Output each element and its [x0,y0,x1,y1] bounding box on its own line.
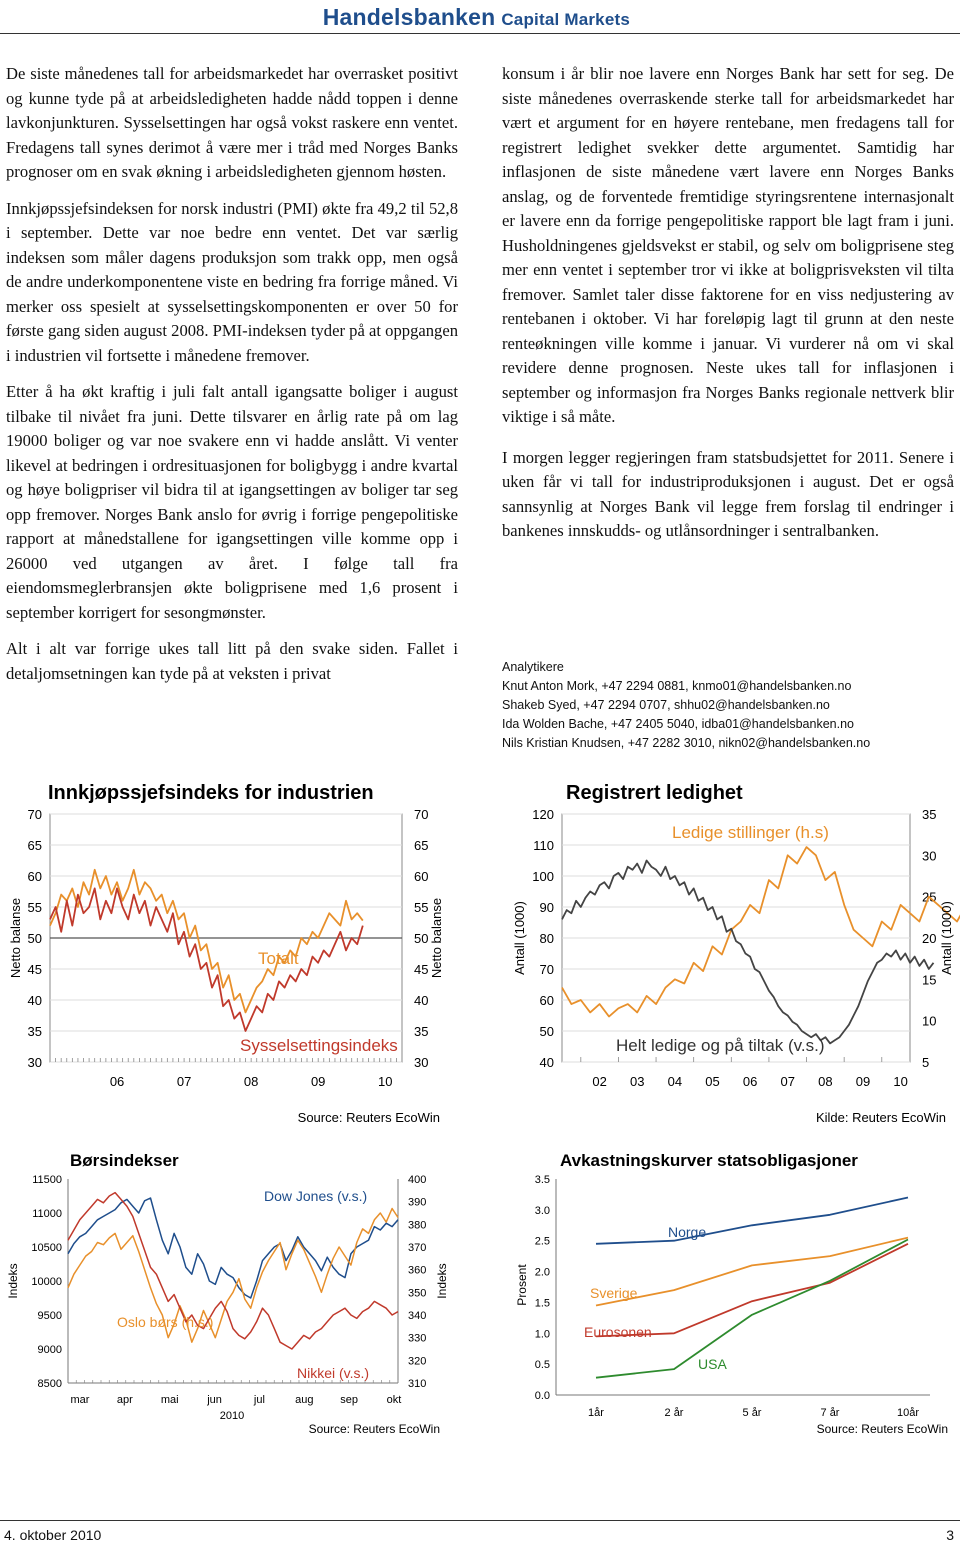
series-line-sysselsetting [50,888,363,1031]
chart-title: Registrert ledighet [566,782,743,804]
analyst-line: Nils Kristian Knudsen, +47 2282 3010, nikn02@handelsbanken.no [502,736,871,750]
stock-index-chart-svg [0,1145,480,1445]
y-tick-label-right: 35 [414,1024,429,1039]
y-tick-label-right: 60 [414,869,429,884]
x-tick-label: 1år [588,1407,604,1419]
y-axis-label: Antall (1000) [512,901,527,975]
series-label-eurosonen: Eurosonen [584,1324,652,1340]
x-tick-label: apr [116,1394,133,1406]
y-tick-label: 10000 [31,1276,62,1288]
brand-name: Handelsbanken [322,4,496,30]
y-tick-label-right: 400 [408,1174,427,1186]
y-tick-label-right: 65 [414,838,429,853]
y-tick-label: 50 [27,931,42,946]
y-tick-label: 60 [539,993,554,1008]
series-line-helt-ledige [562,861,937,1044]
brand-suffix: Capital Markets [501,10,630,29]
x-tick-label: 10 [893,1074,908,1089]
y-tick-label: 70 [539,962,554,977]
series-line-dow-jones [68,1198,398,1298]
series-line-eurosonen [596,1244,908,1337]
y-tick-label: 0.0 [534,1390,550,1402]
series-label-sverige: Sverige [590,1285,638,1301]
header-rule [0,33,960,34]
x-tick-label: 05 [705,1074,720,1089]
x-tick-label: mai [160,1394,179,1406]
y-tick-label-right: 370 [408,1242,427,1254]
y-tick-label: 35 [27,1024,42,1039]
y-tick-label-right: 310 [408,1378,427,1390]
analyst-title: Analytikere [502,660,564,674]
x-tick-label: 06 [742,1074,758,1089]
y-tick-label: 10500 [31,1242,62,1254]
y-tick-label: 2.5 [534,1235,550,1248]
y-tick-label-right: 70 [414,807,429,822]
paragraph: Alt i alt var forrige ukes tall litt på den svake siden. Fallet i detaljomsetningen kan tyde på at veksten i privat [6,639,458,683]
y-tick-label: 65 [27,838,42,853]
y-tick-label: 11000 [32,1208,62,1220]
x-tick-label: 07 [780,1074,795,1089]
y-tick-label: 9500 [37,1310,62,1322]
yield-curve-chart-svg [490,1145,960,1445]
series-line-sverige [596,1238,908,1306]
x-tick-label: 04 [667,1074,683,1089]
paragraph: De siste månedenes tall for arbeidsmarkedet har overrasket positivt og kunne tyde på at arbeidsledigheten hadde nådd toppen i denne lavkonjunkturen. Sysselsettingen har også vokst raskere enn ventet. Fredagens tall synes derimot å være mer i tråd med Norges Banks prognoser om en svak økning i arbeidsledigheten gjennom høsten. [6,64,458,181]
y-tick-label: 2.0 [534,1266,550,1279]
unemployment-chart [490,772,960,1132]
y-tick-label: 90 [539,900,554,915]
y-tick-label-right: 30 [414,1055,429,1070]
y-axis-label-right: Indeks [435,1263,449,1299]
series-label-totalt: Totalt [258,949,299,968]
chart-title: Innkjøpssjefsindeks for industrien [48,782,374,804]
y-tick-label: 40 [27,993,42,1008]
x-tick-label: jul [253,1394,265,1406]
y-axis-label: Prosent [515,1264,529,1306]
chart-source: Source: Reuters EcoWin [297,1110,440,1125]
paragraph: I morgen legger regjeringen fram statsbudsjettet for 2011. Senere i uken får vi tall for industriproduksjonen i august. Det er også sannsynlig at Norges Bank vil legge frem forslag til endringer i bankenes innskudds- og utlånsordninger i sentralbanken. [502,447,954,540]
x-tick-label: 5 år [742,1407,762,1419]
x-tick-label: 7 år [820,1407,840,1419]
y-axis-label-right: Antall (1000) [939,901,954,975]
x-axis-year: 2010 [219,1410,245,1422]
y-tick-label: 50 [539,1024,554,1039]
y-tick-label: 11500 [32,1174,62,1186]
y-tick-label-right: 30 [922,848,937,864]
right-text-column [502,62,954,556]
y-tick-label-right: 10 [922,1013,937,1029]
x-tick-label: 08 [243,1074,259,1089]
series-label-ledige-stillinger: Ledige stillinger (h.s) [672,823,829,842]
y-tick-label-right: 330 [408,1332,427,1345]
pmi-chart-svg [0,772,480,1132]
y-tick-label: 3.0 [534,1204,550,1217]
chart-title: Børsindekser [70,1151,179,1170]
x-tick-label: jun [207,1394,222,1406]
y-tick-label: 0.5 [534,1359,550,1372]
series-label-oslo-bors: Oslo børs (h.s.) [117,1314,214,1330]
x-tick-label: sep [340,1394,359,1406]
x-tick-label: 09 [855,1074,871,1089]
series-line-ledige-stillinger [562,847,960,1016]
series-label-norge: Norge [668,1224,707,1240]
analyst-list [502,658,870,753]
chart-title: Avkastningskurver statsobligasjoner [560,1151,858,1170]
left-text-column [6,62,458,698]
y-tick-label-right: 390 [408,1196,427,1209]
y-tick-label: 55 [27,900,42,915]
series-label-helt-ledige: Helt ledige og på tiltak (v.s.) [616,1036,825,1055]
x-tick-label: 02 [592,1074,607,1089]
y-tick-label-right: 5 [922,1055,930,1070]
y-tick-label-right: 380 [408,1219,427,1232]
analyst-line: Shakeb Syed, +47 2294 0707, shhu02@handelsbanken.no [502,698,830,712]
y-tick-label: 120 [532,807,554,822]
x-tick-label: 09 [310,1074,326,1089]
chart-source: Source: Reuters EcoWin [816,1422,948,1436]
y-tick-label: 110 [533,838,554,853]
pmi-chart [0,772,480,1132]
series-label-nikkei: Nikkei (v.s.) [297,1365,370,1381]
analyst-line: Knut Anton Mork, +47 2294 0881, knmo01@handelsbanken.no [502,679,852,693]
x-tick-label: 10år [896,1407,920,1419]
y-tick-label-right: 15 [922,972,937,988]
page-number: 3 [946,1527,954,1543]
y-tick-label-right: 50 [414,931,429,946]
y-tick-label-right: 25 [922,889,937,905]
stock-index-chart [0,1145,480,1445]
y-tick-label: 3.5 [534,1174,550,1186]
y-axis-label: Indeks [6,1263,20,1299]
y-tick-label-right: 40 [414,993,429,1008]
x-tick-label: 2 år [664,1407,684,1419]
x-tick-label: 06 [109,1074,125,1089]
y-tick-label: 1.0 [534,1328,550,1341]
x-tick-label: 07 [176,1074,192,1089]
x-tick-label: aug [295,1394,314,1406]
y-tick-label-right: 350 [408,1287,427,1300]
chart-source: Kilde: Reuters EcoWin [815,1110,946,1125]
y-tick-label: 45 [27,962,42,977]
y-tick-label-right: 20 [922,931,937,946]
footer-date: 4. oktober 2010 [4,1527,102,1543]
y-tick-label: 30 [27,1055,42,1070]
y-tick-label: 80 [539,931,554,946]
y-tick-label-right: 340 [408,1310,427,1322]
y-tick-label: 60 [27,869,42,884]
series-label-sysselsetting: Sysselsettingsindeks [240,1036,398,1055]
brand-logo [323,4,630,31]
series-label-usa: USA [698,1356,727,1372]
yield-curve-chart [490,1145,960,1445]
paragraph: Innkjøpssjefsindeksen for norsk industri (PMI) økte fra 49,2 til 52,8 i september. Dette var noe bedre enn ventet. Det var særlig indeksen som måler dagens produksjon som trakk opp, men også de andre underkomponentene viste en bedring fra forrige måned. Vi merker oss spesielt at sysselsettingskomponenten er over 50 for første gang siden august 2008. PMI-indeksen tyder på at oppgangen i industrien vil fortsette i månedene fremover. [6,198,458,365]
x-tick-label: okt [386,1394,402,1406]
chart-source: Source: Reuters EcoWin [308,1422,440,1436]
y-tick-label: 9000 [37,1344,62,1356]
y-tick-label-right: 55 [414,900,429,915]
series-line-totalt [50,870,363,1013]
series-line-norge [596,1198,908,1244]
x-tick-label: 08 [818,1074,833,1089]
series-label-dow-jones: Dow Jones (v.s.) [264,1188,368,1204]
y-tick-label-right: 360 [408,1264,427,1277]
x-tick-label: mar [70,1394,90,1406]
y-tick-label-right: 320 [408,1355,427,1368]
unemployment-chart-svg [490,772,960,1132]
paragraph: konsum i år blir noe lavere enn Norges Bank har sett for seg. De siste månedenes overraskende sterke tall for arbeidsmarkedet har vært et argument for en høyere rentebane, men fredagens tall for registrert ledighet svekker dette argumentet. Samtidig har inflasjonen de siste månedene vært lavere enn Norges Banks anslag, og de forventede fremtidige styringsrentene internasjonalt er lavere enn da forrige pengepolitiske rapport ble lagt fram i juni. Husholdningenes gjeldsvekst er stabil, og selv om boligprisene steg mer enn ventet i september tror vi ikke at boligprisveksten vil tilta fremover. Samlet taler disse faktorene for en viss nedjustering av rentebanen i oktober. Vi har foreløpig lagt til grunn at den neste renteøkningen ville komme i januar. Vi vurderer nå om vi skal revidere denne prognosen. Neste ukes tall for inflasjonen i september og informasjon fra Norges Banks regionale nettverk blir viktige i så måte. [502,64,954,426]
y-tick-label: 100 [532,869,554,884]
y-tick-label-right: 35 [922,807,937,822]
y-tick-label: 40 [539,1055,554,1070]
y-tick-label: 70 [27,807,42,822]
x-tick-label: 03 [630,1074,645,1089]
x-tick-label: 10 [378,1074,393,1089]
y-tick-label: 8500 [37,1378,62,1390]
y-tick-label: 1.5 [534,1297,550,1310]
series-line-usa [596,1240,908,1378]
y-axis-label: Netto balanse [8,897,23,979]
analyst-line: Ida Wolden Bache, +47 2405 5040, idba01@handelsbanken.no [502,717,854,731]
y-tick-label-right: 45 [414,962,429,977]
y-axis-label-right: Netto balanse [429,897,444,979]
footer-rule [0,1520,960,1521]
paragraph: Etter å ha økt kraftig i juli falt antall igangsatte boliger i august tilbake til nivået fra juni. Dette tilsvarer en årlig rate på om lag 19000 boliger og var noe svakere enn vi hadde anslått. Vi venter likevel at bedringen i ordresituasjonen for boligbygg i andre kvartal og høye boligpriser vil bidra til at igangsettingen av boliger tar seg opp fremover. Norges Bank anslo for øvrig i forrige pengepolitiske rapport at månedstallene for igangsettingen ville komme opp i 26000 ved utgangen av året. I følge tall fra eiendomsmeglerbransjen økte boligprisene med 1,6 prosent i september korrigert for sesongmønster. [6,382,458,622]
